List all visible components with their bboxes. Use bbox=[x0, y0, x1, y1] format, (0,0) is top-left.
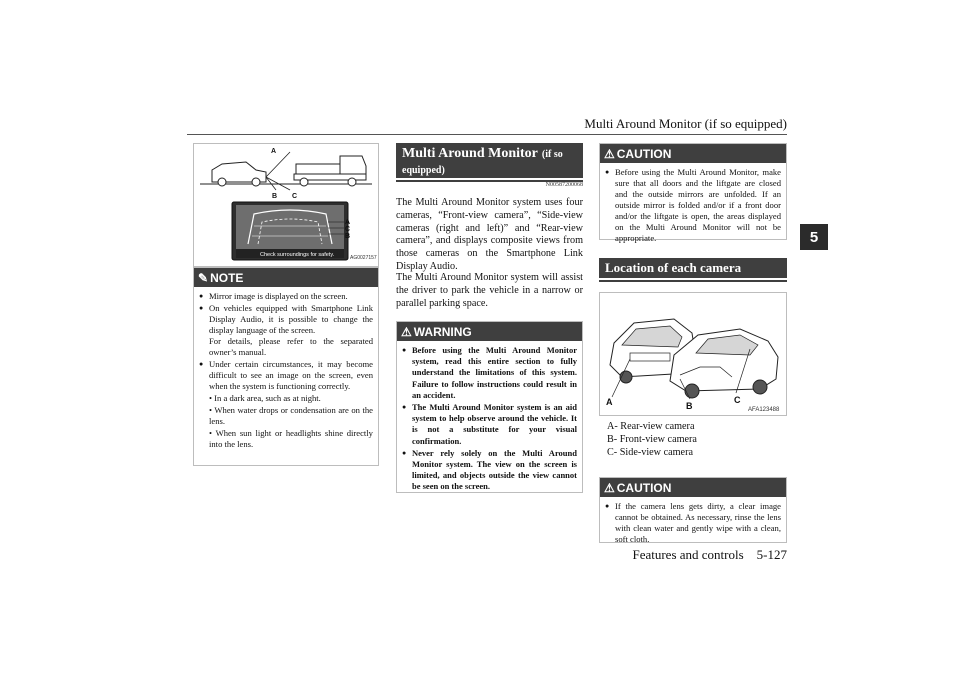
caution-1-heading-text: CAUTION bbox=[616, 146, 672, 161]
figure-rear-view-diagram bbox=[193, 143, 379, 267]
section-title: Multi Around Monitor bbox=[402, 146, 538, 161]
legend-item-rear-view: A- Rear-view camera bbox=[607, 421, 695, 432]
caution-1-item: ● Before using the Multi Around Monitor, make sure that all doors and the liftgate are closed and the outside mirrors are unfolded. If an outside mirror is folded and/or if a front door and/or the liftgate is open, the areas displayed on the Multi Around Monitor will not be appropriate. bbox=[605, 167, 781, 244]
warning-heading bbox=[397, 322, 582, 341]
fig1-label-c-top: C bbox=[292, 193, 298, 200]
legend-item-side-view: C- Side-view camera bbox=[607, 446, 693, 458]
warning-box bbox=[396, 321, 583, 493]
note-subitem: • When sun light or headlights shine directly into the lens. bbox=[209, 428, 373, 449]
fig2-code: AFA123488 bbox=[748, 407, 780, 413]
warning-body bbox=[397, 341, 582, 497]
section-title-small: (if so bbox=[541, 149, 563, 160]
location-title: Location of each camera bbox=[599, 258, 787, 278]
section-paragraph-1: The Multi Around Monitor system uses four cameras, “Front-view camera”, “Side-view cameras (right and left)” and “Rear-view camera”, and displays composite views from those cameras on the Smartphone Link Display Audio. bbox=[396, 197, 583, 272]
legend-item-front-view: B- Front-view camera bbox=[607, 433, 697, 445]
note-item: ● On vehicles equipped with Smartphone Link Display Audio, it is possible to change the display language of the screen. bbox=[199, 303, 373, 336]
page-header-title: Multi Around Monitor (if so equipped) bbox=[584, 116, 787, 131]
caution-triangle-icon: ⚠ bbox=[604, 146, 615, 161]
caution-2-heading bbox=[600, 478, 786, 497]
note-item: ● Mirror image is displayed on the screen. bbox=[199, 291, 373, 302]
fig2-label-c: C bbox=[734, 395, 741, 405]
note-item: ● Under certain circumstances, it may become difficult to see an image on the screen, even when the system is functioning correctly. bbox=[199, 359, 373, 392]
warning-item: ● The Multi Around Monitor system is an aid system to help observe around the vehicle. It is not a substitute for your visual confirmation. bbox=[402, 402, 577, 447]
camera-locations-svg bbox=[600, 293, 786, 415]
fig2-label-b: B bbox=[686, 401, 693, 411]
note-item-continuation: For details, please refer to the separated owner’s manual. bbox=[209, 336, 373, 357]
caution-2-heading-text: CAUTION bbox=[616, 480, 672, 495]
note-box bbox=[193, 267, 379, 466]
note-heading-text: NOTE bbox=[210, 270, 244, 285]
note-heading bbox=[194, 268, 378, 287]
fig1-label-a-top: A bbox=[271, 148, 277, 155]
caution-box-2 bbox=[599, 477, 787, 543]
rear-view-diagram-svg bbox=[194, 144, 378, 266]
page-footer: Features and controls 5-127 bbox=[632, 547, 787, 562]
chapter-tab[interactable]: 5 bbox=[800, 224, 828, 250]
warning-heading-text: WARNING bbox=[413, 324, 472, 339]
warning-item: ● Before using the Multi Around Monitor system, read this entire section to fully understand the limitations of this system. Failure to follow instructions could result in an accident. bbox=[402, 345, 577, 401]
pencil-icon: ✎ bbox=[198, 270, 209, 285]
note-body bbox=[194, 287, 378, 454]
caution-2-item: ● If the camera lens gets dirty, a clear image cannot be obtained. As necessary, rinse the lens with clean water and gently wipe with a clean, soft cloth. bbox=[605, 501, 781, 545]
location-heading bbox=[599, 258, 787, 282]
warning-triangle-icon: ⚠ bbox=[401, 324, 412, 339]
header-rule bbox=[187, 134, 787, 135]
fig2-label-a: A bbox=[606, 397, 613, 407]
section-title-line2: equipped) bbox=[402, 165, 445, 176]
fig1-label-b-top: B bbox=[272, 193, 278, 200]
note-subitem: • In a dark area, such as at night. bbox=[209, 393, 321, 403]
section-heading bbox=[396, 143, 583, 182]
camera-legend bbox=[607, 421, 787, 459]
note-subitem: • When water drops or condensation are on the lens. bbox=[209, 405, 373, 426]
caution-box-1 bbox=[599, 143, 787, 243]
figure-camera-locations bbox=[599, 292, 787, 416]
fig1-label-c-side: C bbox=[345, 226, 351, 233]
warning-item: ● Never rely solely on the Multi Around Monitor system. The view on the screen is limited, and objects outside the view cannot be seen on the screen. bbox=[402, 448, 577, 493]
section-paragraph-2: The Multi Around Monitor system will assist the driver to park the vehicle in a narrow or parallel parking space. bbox=[396, 272, 583, 309]
section-code: N00587200068 bbox=[545, 182, 583, 188]
fig1-code: AG0027157 bbox=[350, 255, 377, 261]
caution-triangle-icon: ⚠ bbox=[604, 480, 615, 495]
caution-2-body bbox=[600, 497, 786, 549]
caution-1-body bbox=[600, 163, 786, 248]
fig1-screen-text: Check surroundings for safety. bbox=[260, 252, 335, 258]
fig1-label-a-side: A bbox=[345, 219, 351, 226]
fig1-label-b-side: B bbox=[345, 233, 351, 240]
caution-1-heading bbox=[600, 144, 786, 163]
